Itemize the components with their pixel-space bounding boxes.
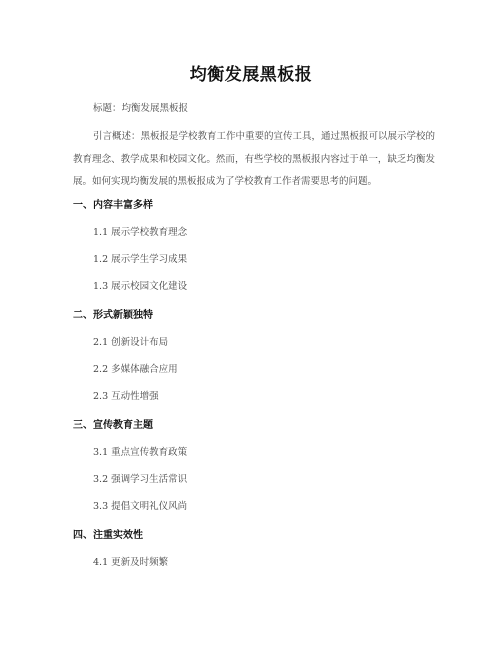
intro-paragraph: 引言概述：黑板报是学校教育工作中重要的宣传工具，通过黑板报可以展示学校的教育理念、教学成果和校园文化。然而，有些学校的黑板报内容过于单一，缺乏均衡发展。如何实现均衡发展的黑板报成为了学校教育工作者需要思考的问题。 (73, 131, 436, 187)
section-heading-2: 二、形式新颖独特 (73, 310, 153, 321)
list-item-3-2: 3.2 强调学习生活常识 (93, 474, 188, 485)
list-item-2-1: 2.1 创新设计布局 (93, 337, 169, 348)
list-item-2-3: 2.3 互动性增强 (93, 391, 159, 402)
list-item-4-1: 4.1 更新及时频繁 (93, 557, 169, 568)
list-item-2-2: 2.2 多媒体融合应用 (93, 364, 178, 375)
list-item-1-2: 1.2 展示学生学习成果 (93, 254, 188, 265)
list-item-3-1: 3.1 重点宣传教育政策 (93, 447, 188, 458)
list-item-3-3: 3.3 提倡文明礼仪风尚 (93, 501, 188, 512)
list-item-1-1: 1.1 展示学校教育理念 (93, 227, 188, 238)
list-item-1-3: 1.3 展示校园文化建设 (93, 281, 188, 292)
section-heading-4: 四、注重实效性 (73, 530, 143, 541)
document-subtitle: 标题：均衡发展黑板报 (93, 103, 189, 114)
document-title: 均衡发展黑板报 (189, 65, 313, 85)
section-heading-3: 三、宣传教育主题 (73, 420, 153, 431)
section-heading-1: 一、内容丰富多样 (73, 200, 153, 211)
